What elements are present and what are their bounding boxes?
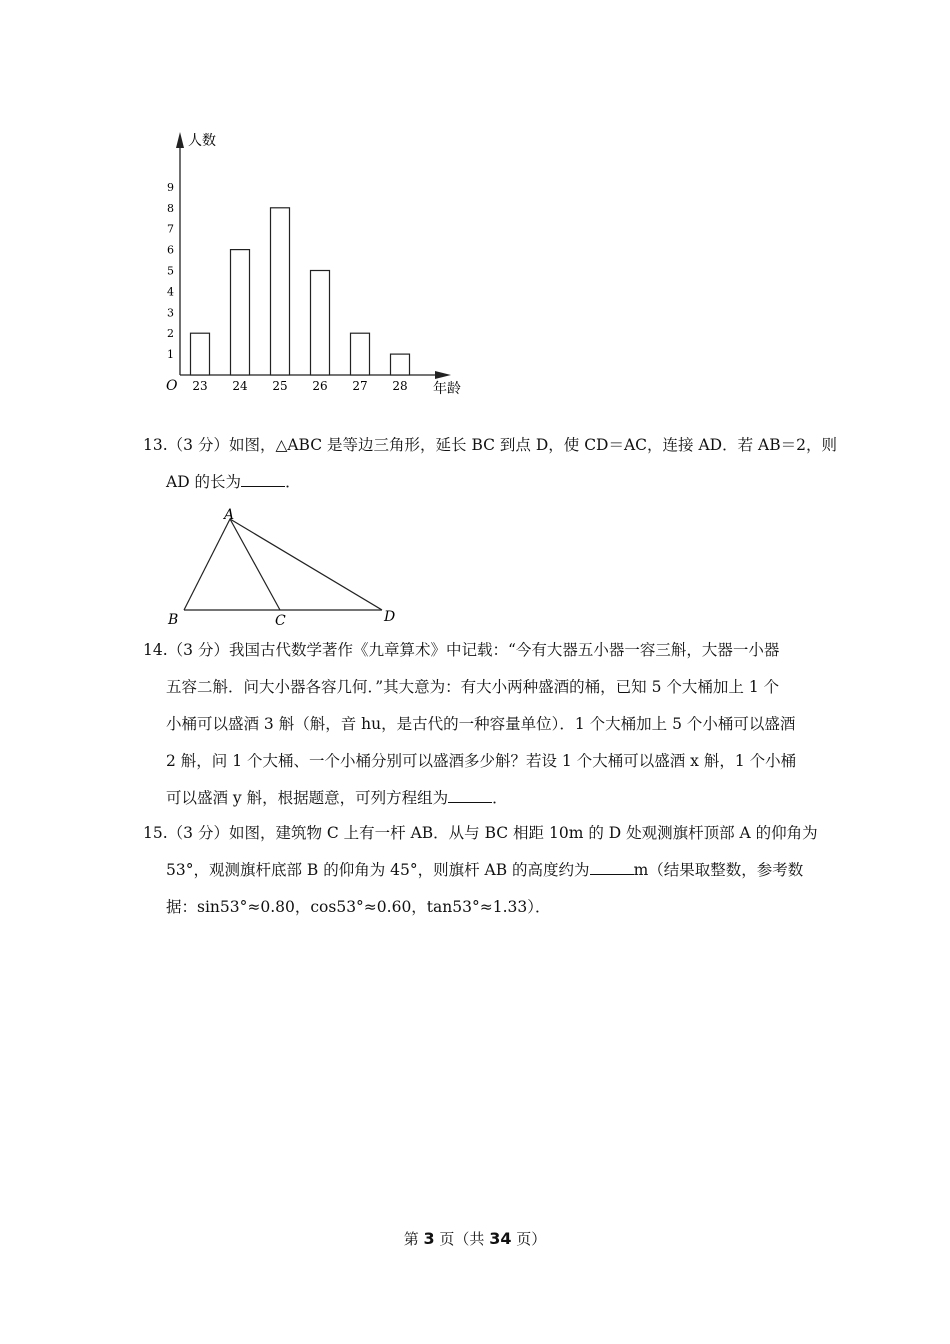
q13-line-2-text: AD 的长为: [166, 473, 242, 491]
bar-23: [191, 333, 210, 375]
y-tick-label: 1: [167, 348, 174, 362]
side-ac: [230, 519, 280, 610]
triangle-figure: [160, 505, 410, 630]
bar-27: [351, 333, 370, 375]
q14-line-5-end: ．: [492, 789, 508, 807]
label-c: C: [275, 613, 286, 629]
bar-24: [231, 250, 250, 375]
x-tick-label: 25: [272, 379, 288, 393]
label-b: B: [168, 612, 179, 628]
origin-label: O: [166, 378, 178, 394]
q15-line-2: [166, 860, 803, 880]
q13-line-2-end: ．: [285, 473, 301, 491]
q14-answer-blank[interactable]: [448, 788, 492, 803]
q15-answer-blank[interactable]: [590, 860, 634, 875]
footer-prefix: 第: [403, 1230, 424, 1248]
label-a: A: [224, 507, 235, 523]
side-ab: [184, 519, 230, 610]
q14-line-2: 五容二斛．问大小器各容几何．”其大意为：有大小两种盛酒的桶，已知 5 个大桶加上 1 个: [166, 678, 780, 696]
q13-line-1: 13.（3 分）如图，△ABC 是等边三角形，延长 BC 到点 D，使 CD＝AC，连接 AD．若 AB＝2，则: [143, 436, 837, 454]
q14-line-1: 14.（3 分）我国古代数学著作《九章算术》中记载：“今有大器五小器一容三斛，大器一小器: [143, 641, 780, 659]
x-tick-label: 28: [392, 379, 408, 393]
y-tick-label: 9: [167, 180, 174, 194]
y-tick-label: 2: [167, 327, 174, 341]
segment-ad: [230, 519, 382, 610]
q14-line-5-text: 可以盛酒 y 斛，根据题意，可列方程组为: [166, 789, 449, 807]
y-tick-label: 4: [167, 285, 174, 299]
q15-line-3: 据：sin53°≈0.80，cos53°≈0.60，tan53°≈1.33）．: [166, 898, 551, 916]
footer-total-pages: 34: [489, 1229, 512, 1248]
q14-line-4: 2 斛，问 1 个大桶、一个小桶分别可以盛酒多少斛？若设 1 个大桶可以盛酒 x 斛，1 个小桶: [166, 752, 797, 770]
q15-line-2-text: 53°，观测旗杆底部 B 的仰角为 45°，则旗杆 AB 的高度约为: [166, 861, 590, 879]
q14-line-5: [166, 788, 508, 808]
q14-line-3: 小桶可以盛酒 3 斛（斛，音 hu，是古代的一种容量单位）．1 个大桶加上 5 个小桶可以盛酒: [166, 715, 796, 733]
age-bar-chart: [155, 120, 475, 405]
x-tick-label: 26: [312, 379, 328, 393]
y-tick-label: 8: [167, 201, 174, 215]
label-d: D: [384, 609, 396, 625]
q13-line-2: [166, 472, 301, 492]
x-tick-label: 23: [192, 379, 208, 393]
q13-answer-blank[interactable]: [241, 472, 285, 487]
page-footer: [0, 1228, 950, 1249]
x-axis-arrow: [435, 371, 451, 379]
q15-line-1: 15.（3 分）如图，建筑物 C 上有一杆 AB．从与 BC 相距 10m 的 D 处观测旗杆顶部 A 的仰角为: [143, 824, 818, 842]
bar-26: [311, 271, 330, 376]
y-tick-label: 5: [167, 264, 174, 278]
y-tick-label: 7: [167, 222, 174, 236]
x-tick-label: 24: [232, 379, 248, 393]
x-tick-label: 27: [352, 379, 368, 393]
x-axis-label: 年龄: [433, 381, 461, 397]
q15-line-2-end: m（结果取整数，参考数: [633, 861, 804, 879]
bar-28: [391, 354, 410, 375]
y-axis-arrow: [176, 132, 184, 148]
bar-25: [271, 208, 290, 375]
footer-suffix: 页）: [511, 1230, 547, 1248]
footer-middle: 页（共: [434, 1230, 490, 1248]
y-tick-label: 3: [167, 306, 174, 320]
y-axis-label: 人数: [188, 133, 216, 149]
footer-page-number: 3: [423, 1229, 435, 1248]
y-tick-label: 6: [167, 243, 174, 257]
